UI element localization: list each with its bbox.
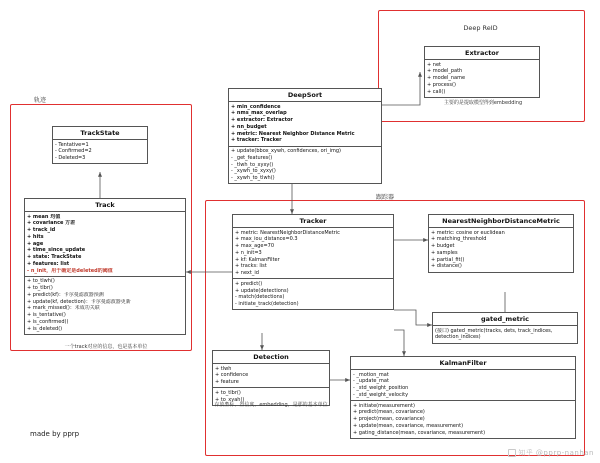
attr-row: - Confirmed=2 (55, 148, 92, 155)
class-tracker-methods (233, 279, 393, 309)
group-trajectory-label: 轨迹 (33, 97, 46, 104)
method-row: + to_tlwh() (27, 278, 55, 285)
attr-row: + next_id (235, 270, 259, 277)
attr-row: - Deleted=3 (55, 155, 86, 162)
attr-row: + tlwh (215, 365, 232, 372)
attr-row: + tracker: Tracker (231, 137, 282, 144)
watermark-icon (508, 449, 516, 457)
class-kalman-filter-title: KalmanFilter (351, 357, 575, 370)
class-track-title: Track (25, 199, 185, 212)
attr-row: (接口) gated_metric(tracks, dets, track_indices, detection_indices) (435, 327, 553, 341)
class-trackstate-attrs (53, 140, 147, 163)
class-track-methods (25, 277, 185, 334)
attr-row: + call() (427, 88, 446, 95)
class-detection-title: Detection (213, 351, 329, 364)
class-extractor-attrs (425, 60, 539, 97)
class-nn-distance-metric[interactable] (428, 214, 574, 273)
class-nn-distance-metric-title: NearestNeighborDistanceMetric (429, 215, 573, 228)
attr-row: + state: TrackState (27, 254, 82, 261)
note-detection: 存放坐标、置信度、embedding，是那的基本单位 (214, 402, 328, 408)
group-tracker-label: 跟踪器 (375, 194, 394, 201)
method-row: + predict(kf)：卡尔曼滤波器预测 (27, 291, 104, 298)
class-track[interactable] (24, 198, 186, 335)
method-row: + predict(mean, covariance) (353, 409, 425, 416)
attr-row: + kf: KalmanFilter (235, 256, 280, 263)
method-row: - match(detections) (235, 294, 285, 301)
attr-row: + features: list (27, 260, 70, 267)
attr-row: + feature (215, 379, 239, 386)
method-row: - initiate_track(detection) (235, 301, 299, 308)
attr-row: - _std_weight_position (353, 385, 409, 392)
method-row: + update(kf, detection)：卡尔曼滤波器更新 (27, 298, 131, 305)
attr-row: + confidence (215, 372, 249, 379)
attr-row: + covariance 方差 (27, 220, 76, 227)
attr-row: + samples (431, 249, 458, 256)
method-row: + is_tentative() (27, 312, 66, 319)
group-deep-reid-label: Deep ReID (463, 24, 498, 32)
attr-row: + extractor: Extractor (231, 117, 293, 124)
method-row: + mark_missed()：未成功关联 (27, 305, 100, 312)
class-detection-attrs (213, 364, 329, 388)
attr-row: + max_age=70 (235, 243, 275, 250)
watermark (508, 448, 594, 458)
method-row: + update(detections) (235, 287, 289, 294)
class-deepsort-attrs (229, 102, 381, 147)
method-row: - _xywh_to_tlwh() (231, 175, 275, 182)
attr-row: + model_path (427, 68, 463, 75)
note-embedding: 主要的是提取模型得到embedding (443, 100, 523, 106)
class-tracker-title: Tracker (233, 215, 393, 228)
attr-row: - _std_weight_velocity (353, 391, 409, 398)
class-extractor[interactable] (424, 46, 540, 98)
attr-row: - n_init，用于确定是deleted的阈值 (27, 267, 113, 274)
class-trackstate[interactable] (52, 126, 148, 164)
method-row: + project(mean, covariance) (353, 416, 425, 423)
class-detection[interactable] (212, 350, 330, 406)
method-row: + gating_distance(mean, covariance, measurement) (353, 429, 486, 436)
method-row: + update(bbox_xywh, confidences, ori_img) (231, 148, 341, 155)
class-gated-metric-title: gated_metric (433, 313, 577, 326)
attr-row: + mean 均值 (27, 213, 61, 220)
attr-row: + tracks: list (235, 263, 267, 270)
class-kalman-filter[interactable] (350, 356, 576, 439)
attr-row: + process() (427, 81, 456, 88)
class-deepsort[interactable] (228, 88, 382, 184)
method-row: + predict() (235, 280, 263, 287)
attr-row: + model_name (427, 75, 466, 82)
attr-row: + hits (27, 233, 44, 240)
attr-row: - _update_mat (353, 378, 389, 385)
class-track-attrs (25, 212, 185, 277)
made-by-label: made by pprp (30, 430, 80, 438)
attr-row: + track_id (27, 227, 56, 234)
attr-row: + time_since_update (27, 247, 86, 254)
attr-row: + matching_threshold (431, 236, 487, 243)
class-nn-distance-metric-attrs (429, 228, 573, 272)
class-deepsort-methods (229, 147, 381, 184)
attr-row: + n_init=3 (235, 249, 262, 256)
attr-row: + metric: Nearest Neighbor Distance Metric (231, 130, 355, 137)
class-gated-metric-attrs (433, 326, 577, 343)
attr-row: + distance() (431, 263, 462, 270)
attr-row: + nms_max_overlap (231, 110, 287, 117)
method-row: + to_xyah() (215, 396, 245, 403)
class-tracker-attrs (233, 228, 393, 279)
method-row: - _xywh_to_xyxy() (231, 168, 276, 175)
method-row: + to_tlbr() (27, 285, 53, 292)
method-row: + is_deleted() (27, 325, 63, 332)
class-kalman-filter-methods (351, 401, 575, 438)
attr-row: + budget (431, 243, 455, 250)
method-row: - _tlwh_to_xyxy() (231, 161, 274, 168)
attr-row: + max_iou_distance=0.3 (235, 236, 298, 243)
attr-row: + partial_fit() (431, 256, 465, 263)
attr-row: + min_confidence (231, 103, 281, 110)
method-row: - _get_features() (231, 154, 273, 161)
class-deepsort-title: DeepSort (229, 89, 381, 102)
attr-row: + net (427, 61, 441, 68)
attr-row: - _motion_mat (353, 371, 389, 378)
class-tracker[interactable] (232, 214, 394, 310)
attr-row: - Tentative=1 (55, 141, 89, 148)
attr-row: + age (27, 240, 44, 247)
attr-row: + nn_budget (231, 123, 267, 130)
attr-row: + metric: NearestNeighborDistanceMetric (235, 229, 340, 236)
method-row: + is_confirmed() (27, 318, 69, 325)
note-track: 一个track对应的信息，也是基本单位 (64, 344, 148, 350)
class-kalman-filter-attrs (351, 370, 575, 401)
class-trackstate-title: TrackState (53, 127, 147, 140)
method-row: + to_tlbr() (215, 389, 241, 396)
method-row: + initiate(measurement) (353, 402, 415, 409)
class-extractor-title: Extractor (425, 47, 539, 60)
attr-row: + metric: cosine or euclidean (431, 229, 505, 236)
class-gated-metric[interactable] (432, 312, 578, 344)
watermark-text: 知乎 @pprp-nanhan (518, 449, 594, 457)
method-row: + update(mean, covariance, measurement) (353, 422, 464, 429)
